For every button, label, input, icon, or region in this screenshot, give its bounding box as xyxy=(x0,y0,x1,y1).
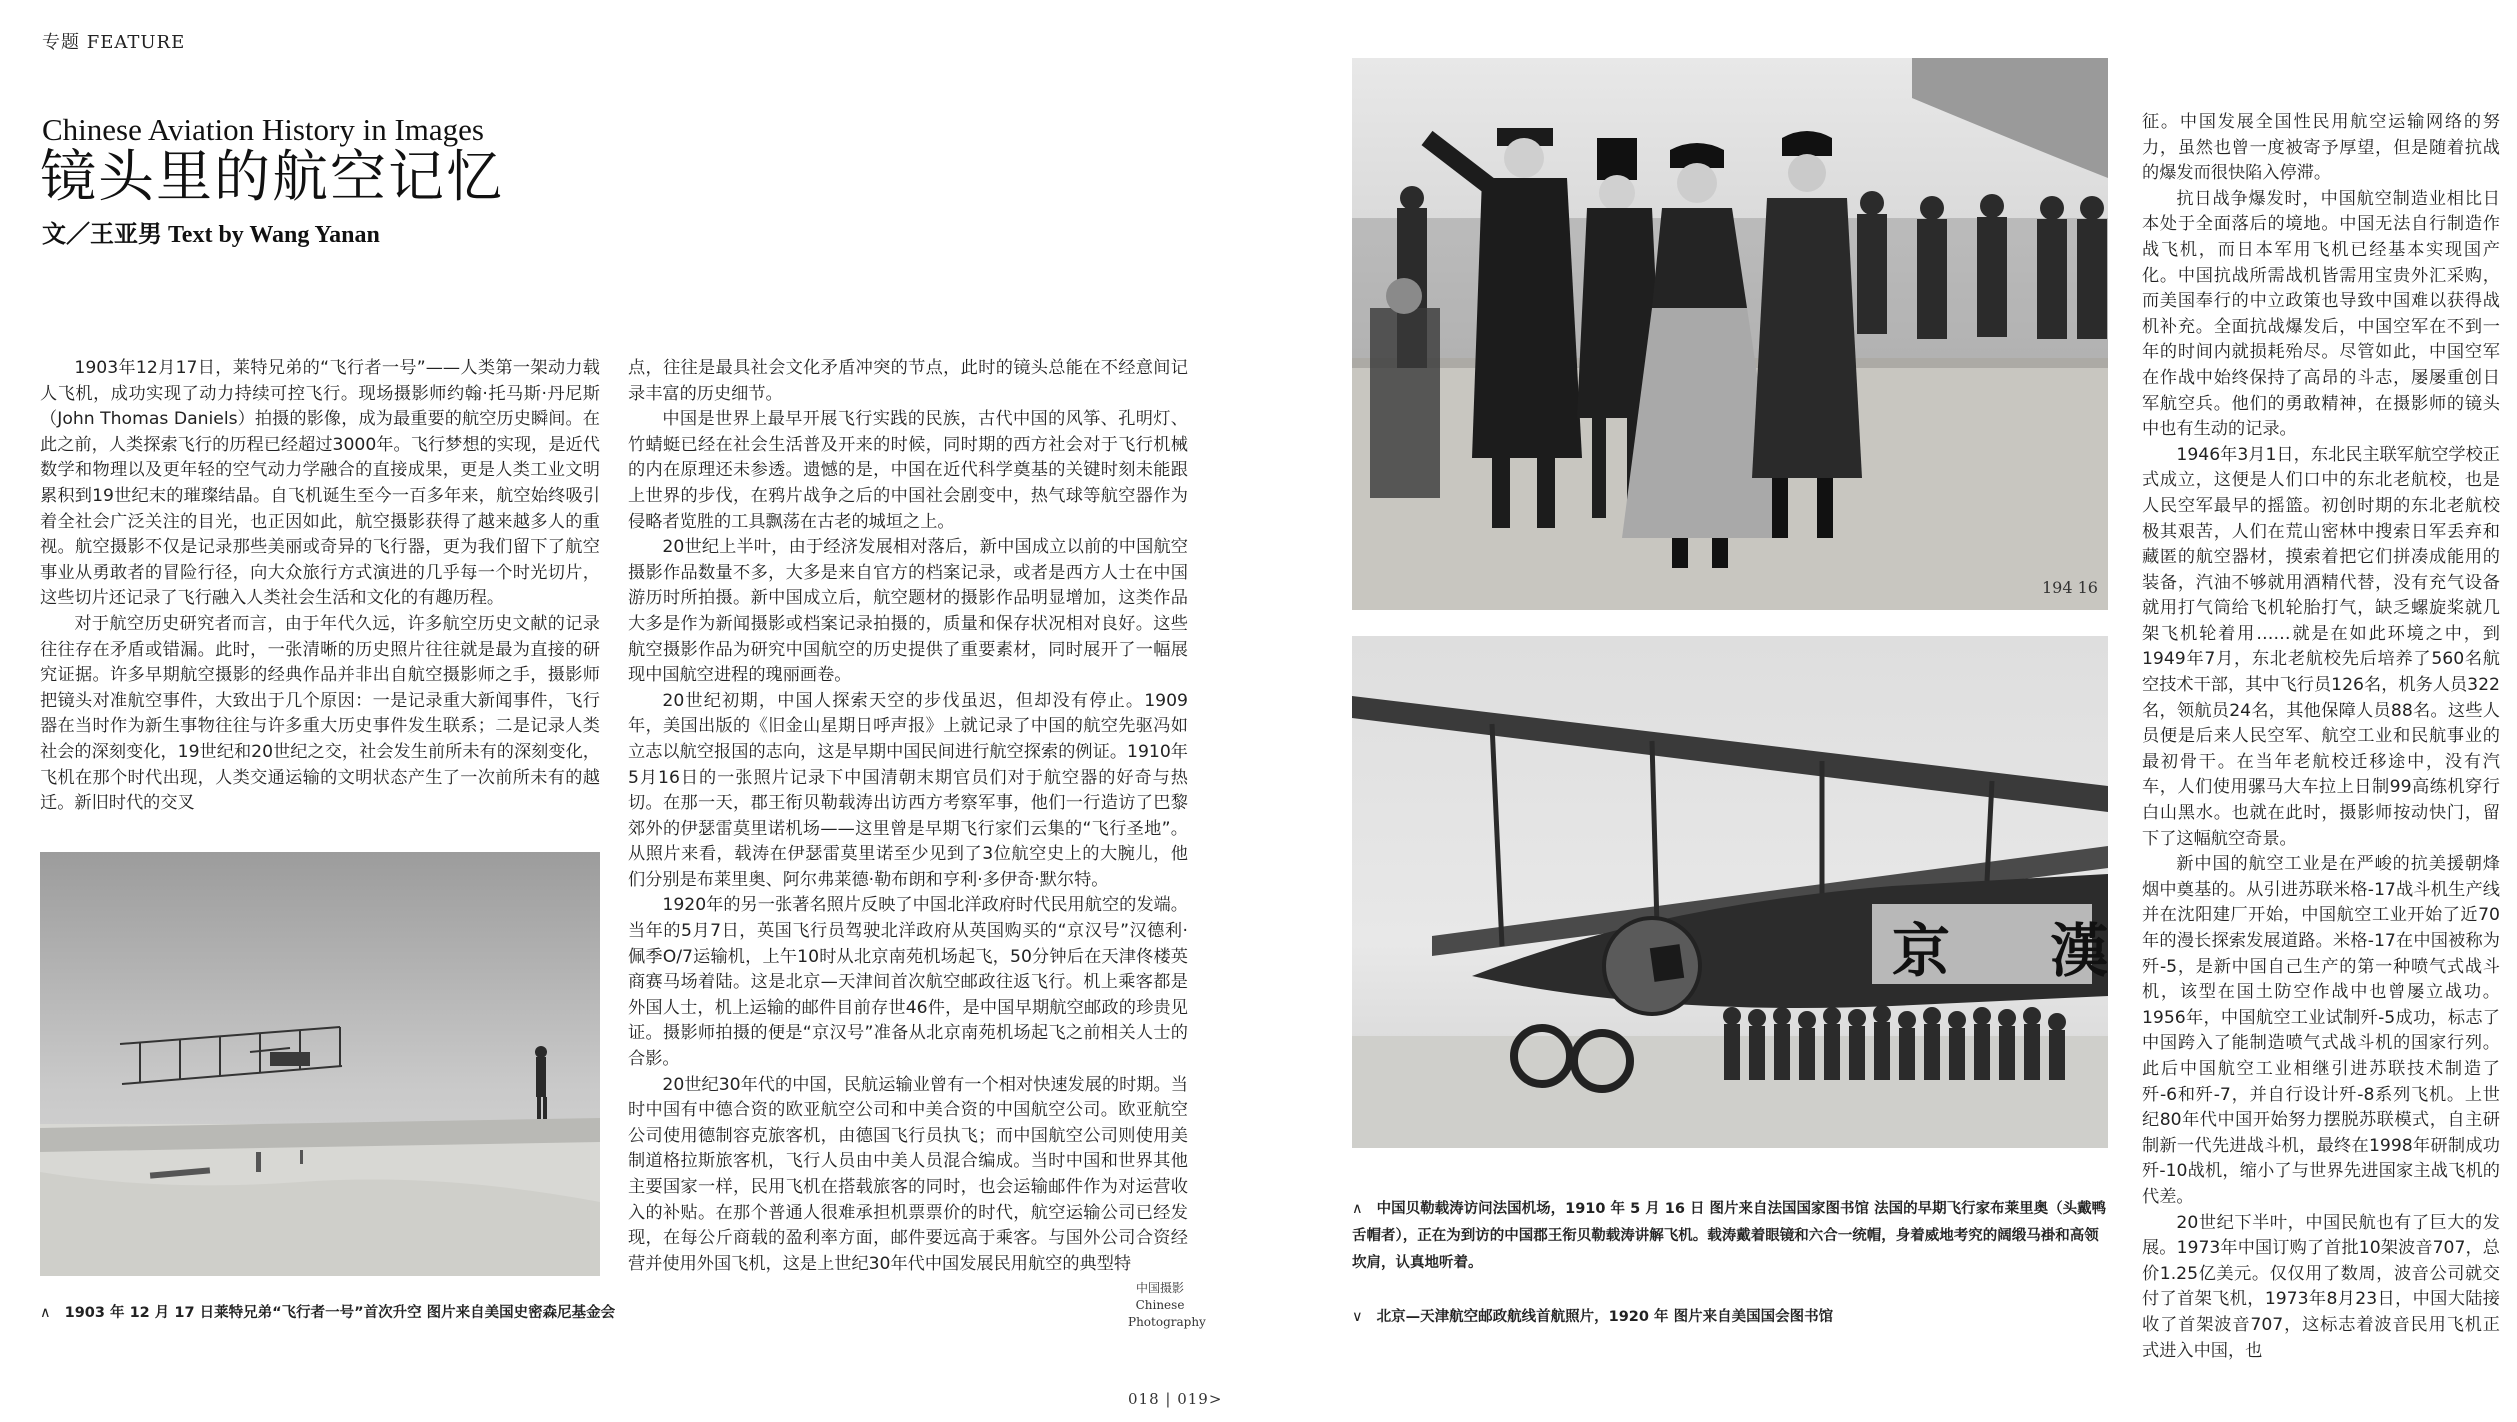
paragraph: 20世纪下半叶，中国民航也有了巨大的发展。1973年中国订购了首批10架波音707，总价1.25亿美元。仅仅用了数周，波音公司就交付了首架飞机，1973年8月23日，中国大陆接收了首架波音707，这标志着波音民用飞机正式进入中国，也 xyxy=(2142,1212,2500,1361)
paragraph: 1920年的另一张著名照片反映了中国北洋政府时代民用航空的发端。当年的5月7日，英国飞行员驾驶北洋政府从英国购买的“京汉号”汉德利·佩季O/7运输机，上午10时从北京南苑机场起飞，50分钟后在天津佟楼英商赛马场着陆。这是北京—天津间首次航空邮政往返飞行。机上乘客都是外国人士，机上运输的邮件目前存世46件，是中国早期航空邮政的珍贵见证。摄影师拍摄的便是“京汉号”准备从北京南苑机场起飞之前相关人士的合影。 xyxy=(628,895,1188,1070)
caption-jinghan-biplane xyxy=(1352,1304,2112,1331)
paragraph: 1946年3月1日，东北民主联军航空学校正式成立，这便是人们口中的东北老航校，也是人民空军最早的摇篮。初创时期的东北老航校极其艰苦，人们在荒山密林中搜索日军丢弃和藏匿的航空器材，摸索着把它们拼凑成能用的装备，汽油不够就用酒精代替，没有充气设备就用打气筒给飞机轮胎打气，缺乏螺旋桨就几架飞机轮着用……就是在如此环境之中，到1949年7月，东北老航校先后培养了560名航空技术干部，其中飞行员126名，机务人员322名，领航员24名，其他保障人员88名。这些人员便是后来人民空军、航空工业和民航事业的最初骨干。在当年老航校迁移途中，没有汽车，人们使用骡马大车拉上日制99高练机穿行白山黑水。也就在此时，摄影师按动快门，留下了这幅航空奇景。 xyxy=(2142,444,2500,849)
photo-jinghan-biplane xyxy=(1352,636,2149,1148)
paragraph: 20世纪上半叶，由于经济发展相对落后，新中国成立以前的中国航空摄影作品数量不多，大多是来自官方的档案记录，或者是西方人士在中国游历时所拍摄。新中国成立后，航空题材的摄影作品明显增加，这类作品大多是作为新闻摄影或档案记录拍摄的，质量和保存状况相对良好。这些航空摄影作品为研究中国航空的历史提供了重要素材，同时展开了一幅展现中国航空进程的瑰丽画卷。 xyxy=(628,537,1188,686)
body-column-3 xyxy=(2142,110,2500,1364)
caption-paris-airfield xyxy=(1352,1196,2112,1277)
photo-wright-flyer xyxy=(40,852,600,1276)
paragraph: 中国是世界上最早开展飞行实践的民族，古代中国的风筝、孔明灯、竹蜻蜓已经在社会生活普及开来的时候，同时期的西方社会对于飞行机械的内在原理还未参透。遗憾的是，中国在近代科学奠基的关键时刻未能跟上世界的步伐，在鸦片战争之后的中国社会剧变中，热气球等航空器作为侵略者览胜的工具飘荡在古老的城垣之上。 xyxy=(628,409,1188,532)
caption-text: 中国贝勒载涛访问法国机场，1910 年 5 月 16 日 图片来自法国国家图书馆 法国的早期飞行家布莱里奥（头戴鸭舌帽者），正在为到访的中国郡王衔贝勒载涛讲解飞机。载涛戴着眼镜和六合一统帽，身着威地考究的阔缎马褂和高领坎肩，认真地听着。 xyxy=(1352,1201,2107,1271)
photo-paris-airfield xyxy=(1352,58,2108,610)
paragraph: 新中国的航空工业是在严峻的抗美援朝烽烟中奠基的。从引进苏联米格-17战斗机生产线并在沈阳建厂开始，中国航空工业开始了近70年的漫长探索发展道路。米格-17在中国被称为歼-5，是新中国自己生产的第一种喷气式战斗机，该型在国土防空作战中也曾屡立战功。1956年，中国航空工业试制歼-5成功，标志了中国跨入了能制造喷气式战斗机的国家行列。此后中国航空工业相继引进苏联技术制造了歼-6和歼-7，并自行设计歼-8系列飞机。上世纪80年代中国开始努力摆脱苏联模式，自主研制新一代先进战斗机，最终在1998年研制成功歼-10战机，缩小了与世界先进国家主战飞机的代差。 xyxy=(2142,854,2500,1207)
caption-arrow-up-icon: ∧ xyxy=(1352,1201,1363,1217)
paragraph: 征。中国发展全国性民用航空运输网络的努力，虽然也曾一度被寄予厚望，但是随着抗战的爆发而很快陷入停滞。 xyxy=(2142,112,2500,184)
caption-text: 北京—天津航空邮政航线首航照片，1920 年 图片来自美国国会图书馆 xyxy=(1376,1309,1834,1325)
page-numbers: 018 | 019> xyxy=(1128,1390,1223,1408)
caption-arrow-up-icon: ∧ xyxy=(40,1305,51,1321)
article-title-cn: 镜头里的航空记忆 xyxy=(40,145,504,210)
caption-text: 1903 年 12 月 17 日莱特兄弟“飞行者一号”首次升空 图片来自美国史密森尼基金会 xyxy=(64,1305,616,1321)
paragraph: 20世纪30年代的中国，民航运输业曾有一个相对快速发展的时期。当时中国有中德合资的欧亚航空公司和中美合资的中国航空公司。欧亚航空公司使用德制容克旅客机，由德国飞行员执飞；而中国航空公司则使用美制道格拉斯旅客机，飞行人员由中美人员混合编成。当时中国和世界其他主要国家一样，民用飞机在搭载旅客的同时，也会运输邮件作为对运营收入的补贴。在那个普通人很难承担机票票价的时代，航空运输公司已经发现，在每公斤商载的盈利率方面，邮件要远高于乘客。与国外公司合资经营并使用外国飞机，这是上世纪30年代中国发展民用航空的典型特 xyxy=(628,1074,1188,1274)
paragraph: 对于航空历史研究者而言，由于年代久远，许多航空历史文献的记录往往存在矛盾或错漏。此时，一张清晰的历史照片往往就是最为直接的研究证据。许多早期航空摄影的经典作品并非出自航空摄影师之手，摄影师把镜头对准航空事件，大致出于几个原因：一是记录重大新闻事件，飞行器在当时作为新生事物往往与许多重大历史事件发生联系；二是记录人类社会的深刻变化，19世纪和20世纪之交，社会发生前所未有的深刻变化，飞机在那个时代出现，人类交通运输的文明状态产生了一次前所未有的越迁。新旧时代的交叉 xyxy=(40,613,600,814)
caption-wright-flyer xyxy=(40,1300,620,1327)
byline: 文／王亚男 Text by Wang Yanan xyxy=(42,222,380,248)
body-column-1 xyxy=(40,356,600,817)
photo-inscription: 194 16 xyxy=(2042,578,2098,597)
paragraph: 20世纪初期，中国人探索天空的步伐虽迟，但却没有停止。1909年，美国出版的《旧金山星期日呼声报》上就记录了中国的航空先驱冯如立志以航空报国的志向，这是早期中国民间进行航空探索的例证。1910年5月16日的一张照片记录下中国清朝末期官员们对于航空器的好奇与热切。在那一天，郡王衔贝勒载涛出访西方考察军事，他们一行造访了巴黎郊外的伊瑟雷莫里诺机场——这里曾是早期飞行家们云集的“飞行圣地”。从照片来看，载涛在伊瑟雷莫里诺至少见到了3位航空史上的大腕儿，他们分别是布莱里奥、阿尔弗莱德·勒布朗和亨利·多伊奇·默尔特。 xyxy=(628,690,1188,890)
article-title-en: Chinese Aviation History in Images xyxy=(42,112,484,147)
caption-arrow-down-icon: ∨ xyxy=(1352,1309,1363,1325)
paragraph: 抗日战争爆发时，中国航空制造业相比日本处于全面落后的境地。中国无法自行制造作战飞机，而日本军用飞机已经基本实现国产化。中国抗战所需战机皆需用宝贵外汇采购，而美国奉行的中立政策也导致中国难以获得战机补充。全面抗战爆发后，中国空军在不到一年的时间内就损耗殆尽。尽管如此，中国空军在作战中始终保持了高昂的斗志，屡屡重创日军航空兵。他们的勇敢精神，在摄影师的镜头中也有生动的记录。 xyxy=(2142,188,2500,440)
paragraph: 1903年12月17日，莱特兄弟的“飞行者一号”——人类第一架动力载人飞机，成功实现了动力持续可控飞行。现场摄影师约翰·托马斯·丹尼斯（John Thomas Daniels）拍摄的影像，成为最重要的航空历史瞬间。在此之前，人类探索飞行的历程已经超过3000年。飞行梦想的实现，是近代数学和物理以及更年轻的空气动力学融合的直接成果，更是人类工业文明累积到19世纪末的璀璨结晶。自飞机诞生至今一百多年来，航空始终吸引着全社会广泛关注的目光，也正因如此，航空摄影获得了越来越多人的重视。航空摄影不仅是记录那些美丽或奇异的飞行器，更为我们留下了航空事业从勇敢者的冒险行径，向大众旅行方式演进的几乎每一个时光切片，这些切片还记录了飞行融入人类社会生活和文化的有趣历程。 xyxy=(40,358,600,609)
body-column-2 xyxy=(628,356,1188,1277)
fuselage-text: 京 漢 xyxy=(1892,917,2149,985)
magazine-credit: 中国摄影 Chinese Photography xyxy=(1128,1281,1206,1329)
paragraph: 点，往往是最具社会文化矛盾冲突的节点，此时的镜头总能在不经意间记录丰富的历史细节。 xyxy=(628,358,1188,404)
section-label: 专题 FEATURE xyxy=(42,32,186,53)
